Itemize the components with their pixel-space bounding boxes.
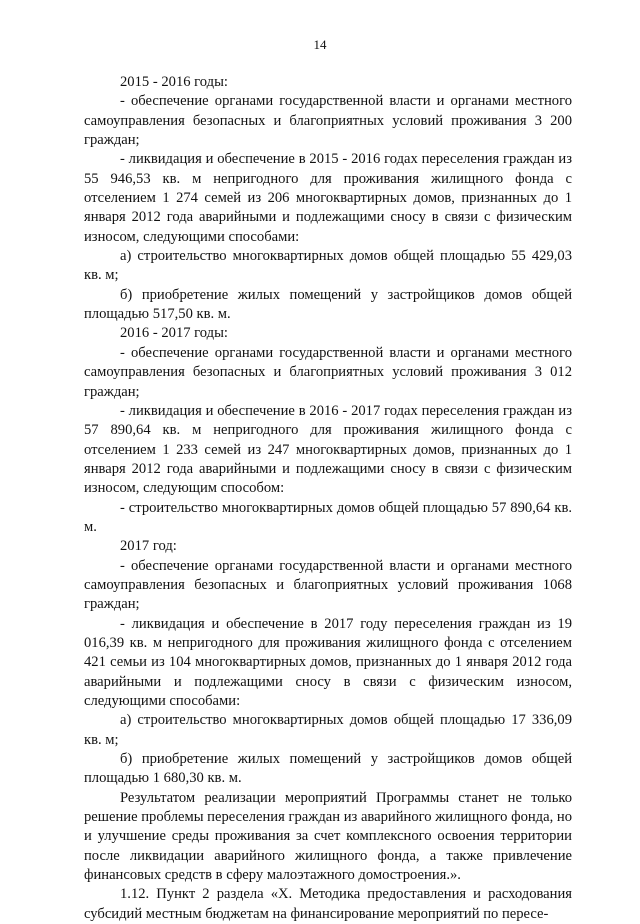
paragraph-program-result: Результатом реализации мероприятий Программы станет не только решение проблемы переселения граждан из аварийного жилищного фонда, но и улучшение среды проживания за счет комплексного освоения территории после ликвидации аварийного жилищного фонда, а также привлечение финансовых средств в сферу малоэтажного домостроения.». [84, 789, 572, 884]
paragraph-construction-2016-2017: - строительство многоквартирных домов общей площадью 57 890,64 кв. м. [84, 499, 572, 535]
paragraph-liquidation-2016-2017: - ликвидация и обеспечение в 2016 - 2017 годах переселения граждан из 57 890,64 кв. м непригодного для проживания жилищного фонда с отселением 1 233 семей из 247 многоквартирных домов, признанных до 1 января 2012 года аварийными и подлежащими сносу в связи с физическим износом, следующим способом: [84, 402, 572, 497]
paragraph-provision-2015-2016: - обеспечение органами государственной власти и органами местного самоуправления безопасных и благоприятных условий проживания 3 200 граждан; [84, 93, 572, 149]
document-body [84, 73, 572, 924]
paragraph-provision-2016-2017: - обеспечение органами государственной власти и органами местного самоуправления безопасных и благоприятных условий проживания 3 012 граждан; [84, 344, 572, 400]
heading-2016-2017: 2016 - 2017 годы: [120, 325, 228, 342]
paragraph-liquidation-2017: - ликвидация и обеспечение в 2017 году переселения граждан из 19 016,39 кв. м непригодного для проживания жилищного фонда с отселением 421 семьи из 104 многоквартирных домов, признанных до 1 января 2012 года аварийными и подлежащими сносу в связи с физическим износом, следующими способами: [84, 615, 572, 709]
heading-2017: 2017 год: [120, 538, 177, 555]
paragraph-provision-2017: - обеспечение органами государственной власти и органами местного самоуправления безопасных и благоприятных условий проживания 1068 граждан; [84, 557, 572, 613]
paragraph-purchase-2017: б) приобретение жилых помещений у застройщиков домов общей площадью 1 680,30 кв. м. [84, 751, 572, 787]
paragraph-construction-2017: а) строительство многоквартирных домов общей площадью 17 336,09 кв. м; [84, 712, 572, 748]
paragraph-item-1-12: 1.12. Пункт 2 раздела «Х. Методика предоставления и расходования субсидий местным бюджетам на финансирование мероприятий по пересе- [84, 886, 572, 922]
page-number: 14 [313, 37, 327, 52]
heading-2015-2016: 2015 - 2016 годы: [120, 74, 228, 90]
paragraph-construction-2015-2016: а) строительство многоквартирных домов общей площадью 55 429,03 кв. м; [84, 248, 572, 284]
paragraph-liquidation-2015-2016: - ликвидация и обеспечение в 2015 - 2016 годах переселения граждан из 55 946,53 кв. м непригодного для проживания жилищного фонда с отселением 1 274 семей из 206 многоквартирных домов, признанных до 1 января 2012 года аварийными и подлежащими сносу в связи с физическим износом, следующими способами: [84, 151, 572, 245]
paragraph-purchase-2015-2016: б) приобретение жилых помещений у застройщиков домов общей площадью 517,50 кв. м. [84, 286, 572, 323]
